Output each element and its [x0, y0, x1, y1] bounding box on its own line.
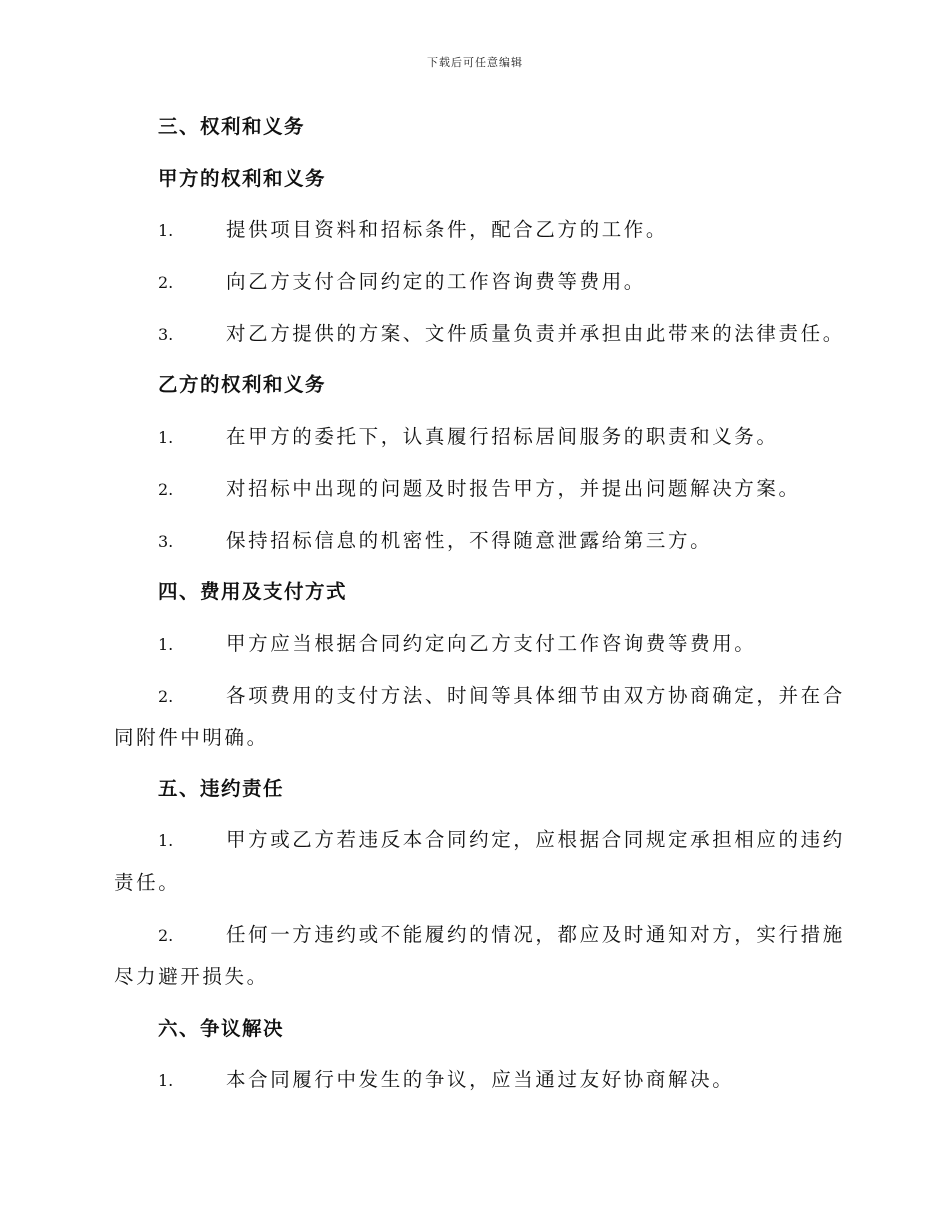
- list-item: 提供项目资料和招标条件，配合乙方的工作。: [226, 218, 669, 241]
- list-item-number: 2.: [158, 480, 174, 499]
- page-header: 下载后可任意编辑: [427, 56, 523, 69]
- section-title-payment: 四、费用及支付方式: [158, 580, 348, 603]
- list-item-number: 2.: [158, 687, 174, 706]
- list-item-number: 1.: [158, 635, 174, 654]
- list-item-number: 1.: [158, 221, 174, 240]
- list-item: 在甲方的委托下，认真履行招标居间服务的职责和义务。: [226, 425, 779, 448]
- list-item-continuation: 责任。: [114, 871, 181, 894]
- list-item-number: 1.: [158, 831, 174, 850]
- list-item: 对招标中出现的问题及时报告甲方，并提出问题解决方案。: [226, 477, 801, 500]
- list-item-continuation: 尽力避开损失。: [114, 965, 269, 988]
- section-title-breach: 五、违约责任: [158, 777, 285, 800]
- list-item: 向乙方支付合同约定的工作咨询费等费用。: [226, 270, 646, 293]
- list-item: 各项费用的支付方法、时间等具体细节由双方协商确定，并在合: [226, 684, 845, 707]
- subsection-title-party-b: 乙方的权利和义务: [158, 373, 327, 396]
- list-item-number: 3.: [158, 532, 174, 551]
- section-title-dispute: 六、争议解决: [158, 1017, 285, 1040]
- list-item-number: 3.: [158, 325, 174, 344]
- list-item: 对乙方提供的方案、文件质量负责并承担由此带来的法律责任。: [226, 322, 845, 345]
- list-item: 甲方应当根据合同约定向乙方支付工作咨询费等费用。: [226, 632, 757, 655]
- list-item-number: 1.: [158, 428, 174, 447]
- list-item-number: 2.: [158, 273, 174, 292]
- list-item-number: 2.: [158, 926, 174, 945]
- list-item: 甲方或乙方若违反本合同约定，应根据合同规定承担相应的违约: [226, 828, 845, 851]
- section-title-rights: 三、权利和义务: [158, 115, 306, 138]
- list-item-continuation: 同附件中明确。: [114, 726, 269, 749]
- subsection-title-party-a: 甲方的权利和义务: [158, 167, 327, 190]
- list-item: 保持招标信息的机密性，不得随意泄露给第三方。: [226, 529, 713, 552]
- list-item: 任何一方违约或不能履约的情况，都应及时通知对方，实行措施: [226, 923, 845, 946]
- list-item-number: 1.: [158, 1071, 174, 1090]
- list-item: 本合同履行中发生的争议，应当通过友好协商解决。: [226, 1068, 735, 1091]
